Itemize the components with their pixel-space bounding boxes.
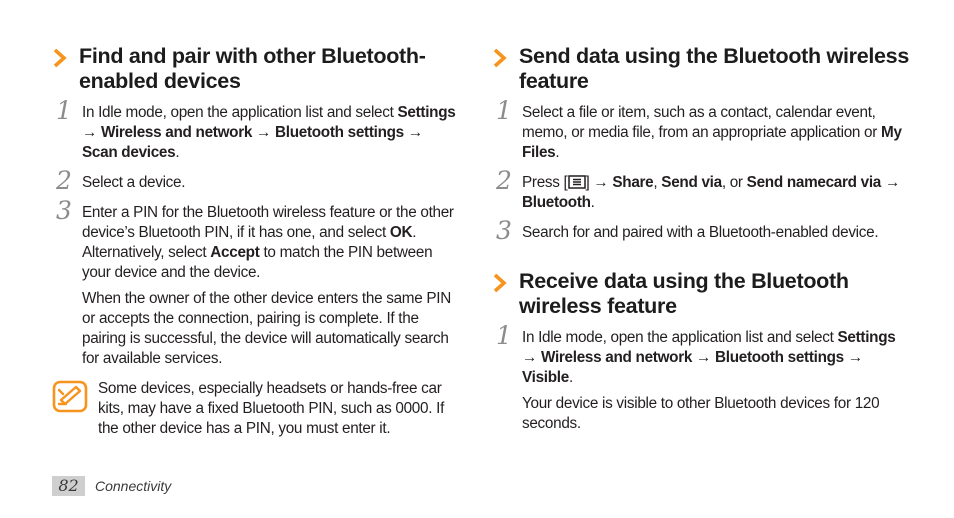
section-heading-pair [52,44,462,94]
page-footer [52,476,171,496]
menu-path-settings: Settings [397,104,456,121]
step-paragraph: Your device is visible to other Bluetooth devices for 120 seconds. [522,395,880,432]
step-item [492,216,912,245]
menu-path-visible: Visible [522,369,569,386]
menu-path-bluetooth-settings: Bluetooth settings [715,349,844,366]
left-column [52,44,462,439]
menu-key-icon [568,175,586,189]
step-text: Select a file or item, such as a contact, calendar event, memo, or media file, from an appropriate application or My Files. [522,104,902,161]
step-item [52,196,462,283]
chevron-right-icon [492,48,508,68]
step-item [492,166,912,213]
step-paragraph: When the owner of the other device enters the same PIN or accepts the connection, pairing is complete. If the pairing is successful, the device will automatically search for available services. [82,290,451,367]
step-number: 1 [56,96,72,125]
chevron-right-icon [52,48,68,68]
share-label: Share [612,174,654,191]
step-text: Search for and paired with a Bluetooth-enabled device. [522,224,879,241]
menu-path-wireless: Wireless and network [100,124,253,141]
section-heading-receive [492,269,912,319]
step-text: Select a device. [82,174,186,191]
step-number: 1 [496,321,512,350]
note-box [52,379,462,439]
step-text: In Idle mode, open the application list and select Settings → Wireless and network → Bluetooth settings → Scan devices. [82,104,456,161]
step-text: Enter a PIN for the Bluetooth wireless feature or the other device’s Bluetooth PIN, if it has one, and select OK. Alternatively, select Accept to match the PIN between your device and the device. [82,204,454,281]
bluetooth-label: Bluetooth [522,194,591,211]
step-number: 1 [496,96,512,125]
step-item [52,166,462,195]
step-item [52,96,462,163]
note-pencil-icon [52,380,88,413]
chevron-right-icon [492,273,508,293]
step-number: 3 [496,216,512,245]
section-heading-send [492,44,912,94]
step-text: In Idle mode, open the application list and select Settings → Wireless and network → Bluetooth settings → Visible. [522,329,896,386]
my-files-label: My Files [522,124,902,161]
step-item [492,321,912,388]
section-spacer [492,253,912,269]
send-via-label: Send via [661,174,722,191]
section-title: Receive data using the Bluetooth wireless feature [519,269,849,318]
right-column [492,44,912,444]
section-title: Find and pair with other Bluetooth-enabled devices [79,44,426,93]
send-namecard-label: Send namecard via [746,174,882,191]
step-number: 2 [56,166,72,195]
accept-label: Accept [210,244,260,261]
note-text: Some devices, especially headsets or hands-free car kits, may have a fixed Bluetooth PIN, such as 0000. If the other device has a PIN, you must enter it. [98,380,445,437]
step-number: 3 [56,196,72,225]
section-title: Send data using the Bluetooth wireless feature [519,44,909,93]
page-number: 82 [52,476,85,496]
step-item [492,96,912,163]
step-number: 2 [496,166,512,195]
menu-path-settings: Settings [837,329,896,346]
menu-path-wireless: Wireless and network [540,349,693,366]
chapter-name: Connectivity [95,478,172,494]
ok-label: OK [389,224,413,241]
menu-path-scan-devices: Scan devices [82,144,176,161]
menu-path-bluetooth-settings: Bluetooth settings [275,124,404,141]
step-text: Press [ ] → Share, Send via, or Send namecard via → Bluetooth. [522,174,900,211]
